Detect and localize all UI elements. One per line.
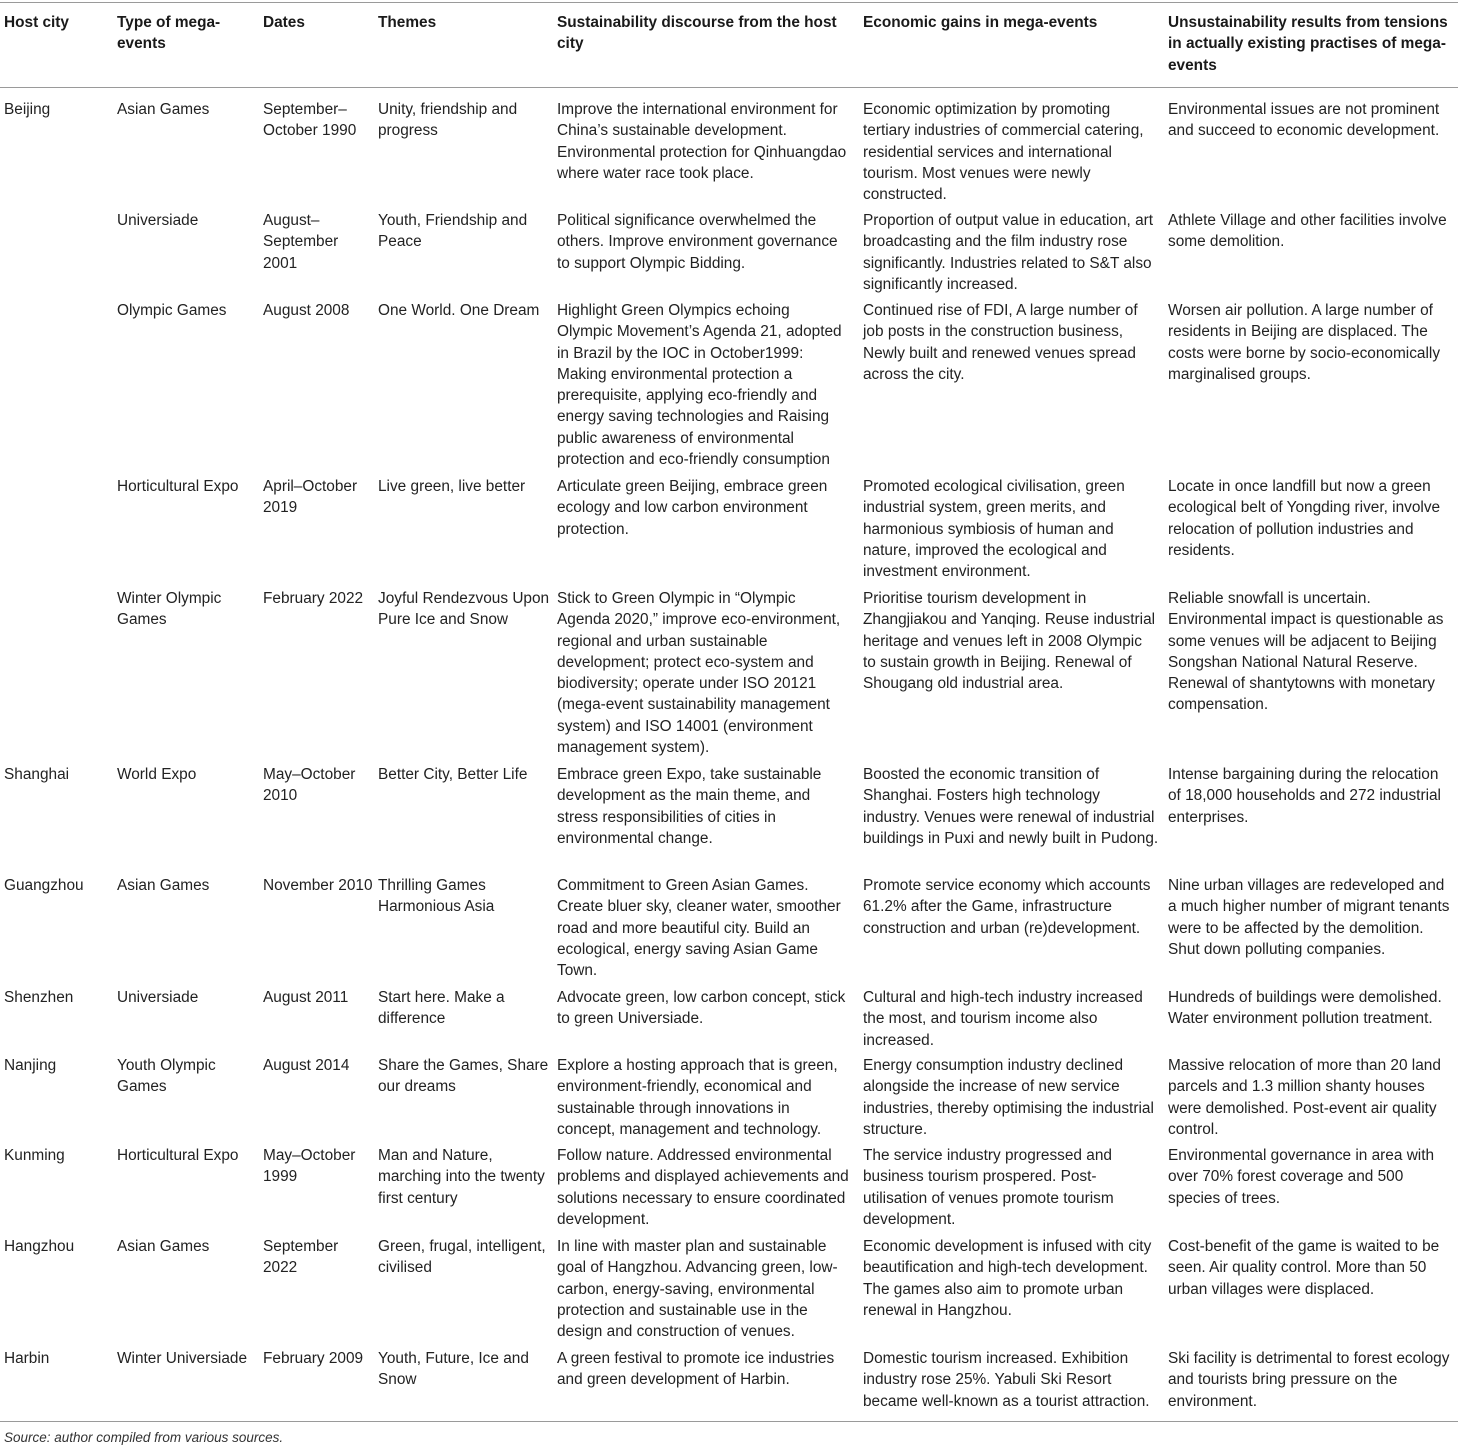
table-cell-unsustainability-results: Intense bargaining during the relocation of 18,000 households and 272 industrial enterprises. (1168, 766, 1441, 826)
table-cell-host-city: Shanghai (4, 766, 70, 783)
table-cell-sustainability-discourse: Embrace green Expo, take sustainable development as the main theme, and stress responsibilities of cities in environmental change. (557, 766, 822, 847)
table-cell-event-type: Asian Games (117, 1238, 210, 1255)
table-cell-unsustainability-results: Worsen air pollution. A large number of residents in Beijing are displaced. The costs were borne by socio-economically marginalised groups. (1168, 302, 1441, 383)
column-header-event-type: Type of mega-events (117, 14, 221, 53)
table-cell-economic-gains: Economic development is infused with city beautification and high-tech development. The games also aim to promote urban renewal in Hangzhou. (863, 1238, 1152, 1319)
table-cell-event-type: Universiade (117, 212, 199, 229)
table-cell-host-city: Nanjing (4, 1057, 57, 1074)
table-cell-event-type: Asian Games (117, 101, 210, 118)
table-cell-unsustainability-results: Nine urban villages are redeveloped and a much higher number of migrant tenants were to be affected by the demolition. Shut down polluting companies. (1168, 877, 1450, 958)
source-note: Source: author compiled from various sources. (4, 1430, 284, 1445)
column-header-theme: Themes (378, 14, 437, 31)
table-cell-dates: May–October 1999 (263, 1147, 356, 1186)
table-cell-sustainability-discourse: Follow nature. Addressed environmental problems and displayed achievements and solutions necessary to ensure coordinated development. (557, 1147, 849, 1228)
table-cell-sustainability-discourse: In line with master plan and sustainable goal of Hangzhou. Advancing green, low-carbon, energy-saving, environmental protection and sustainable use in the design and construction of venues. (557, 1238, 838, 1341)
column-header-host-city: Host city (4, 14, 69, 31)
table-cell-event-type: Universiade (117, 989, 199, 1006)
table-cell-dates: November 2010 (263, 877, 373, 894)
table-cell-host-city: Beijing (4, 101, 51, 118)
table-cell-theme: Better City, Better Life (378, 766, 528, 783)
column-header-sustainability-discourse: Sustainability discourse from the host city (557, 14, 837, 53)
table-cell-unsustainability-results: Ski facility is detrimental to forest ecology and tourists bring pressure on the environment. (1168, 1350, 1450, 1410)
table-cell-economic-gains: The service industry progressed and business tourism prospered. Post-utilisation of venues promote tourism development. (863, 1147, 1114, 1228)
table-cell-sustainability-discourse: A green festival to promote ice industries and green development of Harbin. (557, 1350, 835, 1389)
table-cell-event-type: Olympic Games (117, 302, 227, 319)
table-cell-economic-gains: Prioritise tourism development in Zhangjiakou and Yanqing. Reuse industrial heritage and venues left in 2008 Olympic to sustain growth in Beijing. Renewal of Shougang old industrial area. (863, 590, 1156, 693)
table-cell-dates: February 2022 (263, 590, 364, 607)
table-cell-theme: Green, frugal, intelligent, civilised (378, 1238, 546, 1277)
header-rule (0, 87, 1458, 88)
table-cell-theme: Live green, live better (378, 478, 526, 495)
table-cell-event-type: Winter Universiade (117, 1350, 248, 1367)
column-header-unsustainability-results: Unsustainability results from tensions in actually existing practises of mega-events (1168, 14, 1448, 74)
table-cell-host-city: Kunming (4, 1147, 65, 1164)
table-cell-economic-gains: Proportion of output value in education, art broadcasting and the film industry rose significantly. Industries related to S&T also significantly increased. (863, 212, 1154, 293)
table-cell-host-city: Shenzhen (4, 989, 74, 1006)
table-cell-unsustainability-results: Environmental governance in area with over 70% forest coverage and 500 species of trees. (1168, 1147, 1435, 1207)
table-cell-event-type: Youth Olympic Games (117, 1057, 216, 1096)
table-cell-sustainability-discourse: Stick to Green Olympic in “Olympic Agenda 2020,” improve eco-environment, regional and urban sustainable development; protect eco-system and biodiversity; operate under ISO 20121 (mega-event sustainability management system) and ISO 14001 (environment management system). (557, 590, 841, 757)
table-cell-theme: Start here. Make a difference (378, 989, 505, 1028)
table-cell-host-city: Hangzhou (4, 1238, 75, 1255)
table-cell-sustainability-discourse: Advocate green, low carbon concept, stick to green Universiade. (557, 989, 846, 1028)
column-header-dates: Dates (263, 14, 305, 31)
table-cell-dates: September–October 1990 (263, 101, 357, 140)
table-cell-sustainability-discourse: Commitment to Green Asian Games. Create bluer sky, cleaner water, smoother road and more beautiful city. Build an ecological, energy saving Asian Game Town. (557, 877, 841, 980)
table-cell-economic-gains: Economic optimization by promoting tertiary industries of commercial catering, residential services and international tourism. Most venues were newly constructed. (863, 101, 1144, 204)
table-top-rule (0, 2, 1458, 3)
table-cell-sustainability-discourse: Explore a hosting approach that is green, environment-friendly, economical and sustainable through innovations in concept, management and technology. (557, 1057, 838, 1138)
table-cell-economic-gains: Continued rise of FDI, A large number of job posts in the construction business, Newly built and renewed venues spread across the city. (863, 302, 1138, 383)
table-cell-unsustainability-results: Hundreds of buildings were demolished. Water environment pollution treatment. (1168, 989, 1442, 1028)
table-bottom-rule (0, 1421, 1458, 1422)
table-cell-theme: Youth, Future, Ice and Snow (378, 1350, 529, 1389)
table-cell-dates: May–October 2010 (263, 766, 356, 805)
table-cell-theme: Man and Nature, marching into the twenty first century (378, 1147, 545, 1207)
table-cell-dates: August 2011 (263, 989, 349, 1006)
table-cell-sustainability-discourse: Improve the international environment for China’s sustainable development. Environmental protection for Qinhuangdao where water race took place. (557, 101, 847, 182)
table-cell-host-city: Harbin (4, 1350, 50, 1367)
table-cell-dates: August 2014 (263, 1057, 350, 1074)
table-cell-theme: Share the Games, Share our dreams (378, 1057, 549, 1096)
table-cell-dates: August–September 2001 (263, 212, 339, 272)
table-cell-sustainability-discourse: Articulate green Beijing, embrace green ecology and low carbon environment protection. (557, 478, 828, 538)
table-cell-economic-gains: Promoted ecological civilisation, green industrial system, green merits, and harmonious symbiosis of human and nature, improved the ecological and investment environment. (863, 478, 1125, 581)
table-cell-event-type: Horticultural Expo (117, 1147, 239, 1164)
table-cell-economic-gains: Promote service economy which accounts 61.2% after the Game, infrastructure construction and urban (re)development. (863, 877, 1151, 937)
table-cell-sustainability-discourse: Political significance overwhelmed the others. Improve environment governance to support Olympic Bidding. (557, 212, 838, 272)
table-cell-host-city: Guangzhou (4, 877, 84, 894)
table-cell-theme: Unity, friendship and progress (378, 101, 518, 140)
table-cell-unsustainability-results: Massive relocation of more than 20 land parcels and 1.3 million shanty houses were demolished. Post-event air quality control. (1168, 1057, 1441, 1138)
table-cell-dates: April–October 2019 (263, 478, 358, 517)
table-cell-sustainability-discourse: Highlight Green Olympics echoing Olympic Movement’s Agenda 21, adopted in Brazil by the IOC in October1999: Making environmental protection a prerequisite, applying eco-friendly and energy saving technologies and Raising public awareness of environmental protection and eco-friendly consumption (557, 302, 842, 469)
table-cell-economic-gains: Domestic tourism increased. Exhibition industry rose 25%. Yabuli Ski Resort became well-known as a tourist attraction. (863, 1350, 1150, 1410)
table-cell-event-type: World Expo (117, 766, 197, 783)
table-cell-theme: Joyful Rendezvous Upon Pure Ice and Snow (378, 590, 550, 629)
table-cell-event-type: Horticultural Expo (117, 478, 239, 495)
table-cell-economic-gains: Energy consumption industry declined alongside the increase of new service industries, thereby optimising the industrial structure. (863, 1057, 1154, 1138)
table-cell-unsustainability-results: Athlete Village and other facilities involve some demolition. (1168, 212, 1447, 251)
column-header-economic-gains: Economic gains in mega-events (863, 14, 1098, 31)
table-cell-economic-gains: Cultural and high-tech industry increased the most, and tourism income also increased. (863, 989, 1143, 1049)
table-cell-theme: Thrilling Games Harmonious Asia (378, 877, 495, 916)
table-cell-dates: September 2022 (263, 1238, 339, 1277)
table-cell-unsustainability-results: Reliable snowfall is uncertain. Environmental impact is questionable as some venues will be adjacent to Beijing Songshan National Natural Reserve. Renewal of shantytowns with monetary compensation. (1168, 590, 1444, 714)
table-cell-unsustainability-results: Locate in once landfill but now a green ecological belt of Yongding river, involve relocation of pollution industries and residents. (1168, 478, 1441, 559)
table-cell-event-type: Asian Games (117, 877, 210, 894)
table-cell-event-type: Winter Olympic Games (117, 590, 222, 629)
table-cell-unsustainability-results: Cost-benefit of the game is waited to be seen. Air quality control. More than 50 urban villages were displaced. (1168, 1238, 1440, 1298)
table-cell-theme: Youth, Friendship and Peace (378, 212, 528, 251)
table-cell-theme: One World. One Dream (378, 302, 540, 319)
table-cell-economic-gains: Boosted the economic transition of Shanghai. Fosters high technology industry. Venues were renewal of industrial buildings in Puxi and newly built in Pudong. (863, 766, 1159, 847)
table-cell-dates: February 2009 (263, 1350, 364, 1367)
table-cell-dates: August 2008 (263, 302, 350, 319)
table-cell-unsustainability-results: Environmental issues are not prominent and succeed to economic development. (1168, 101, 1440, 140)
